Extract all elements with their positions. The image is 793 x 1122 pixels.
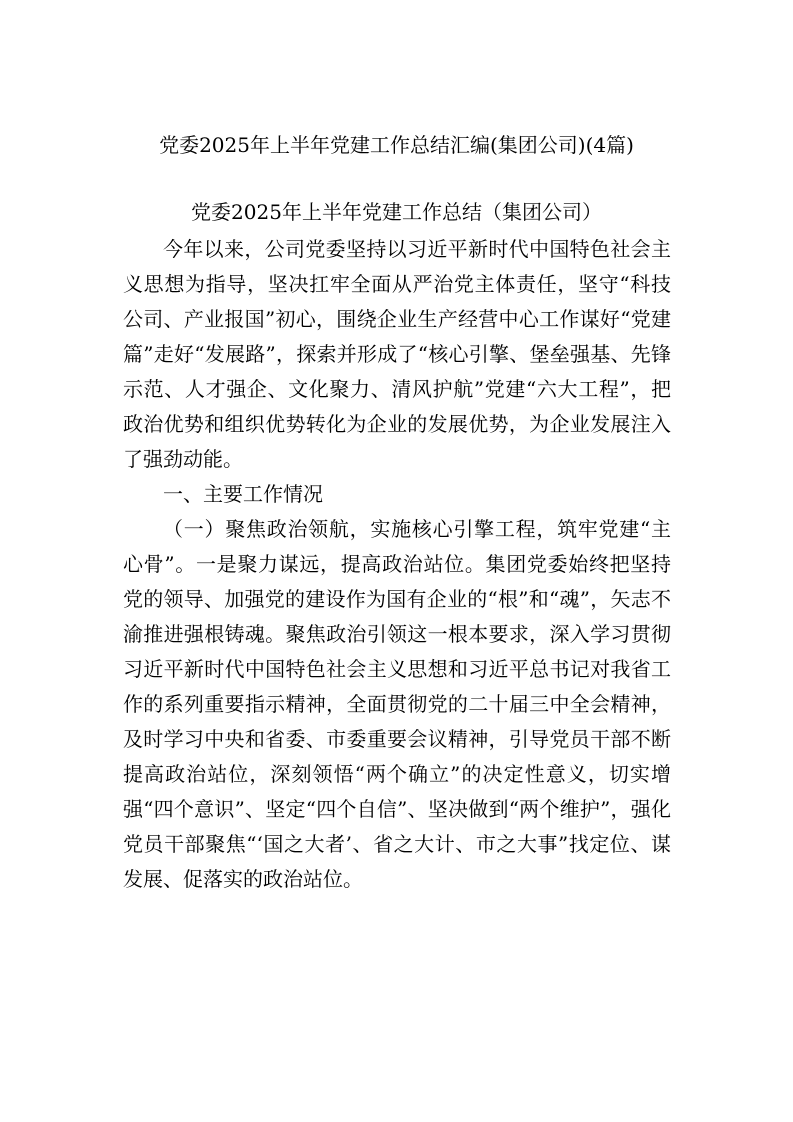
section-heading: 一、主要工作情况 bbox=[163, 482, 323, 506]
body-paragraph: （一）聚焦政治领航，实施核心引擎工程，筑牢党建“主心骨”。一是聚力谋远，提高政治站位。集团党委始终把坚持党的领导、加强党的建设作为国有企业的“根”和“魂”，矢志不渝推进强根铸魂。聚焦政治引领这一根本要求，深入学习贯彻习近平新时代中国特色社会主义思想和习近平总书记对我省工作的系列重要指示精神，全面贯彻党的二十届三中全会精神，及时学习中央和省委、市委重要会议精神，引导党员干部不断提高政治站位，深刻领悟“两个确立”的决定性意义，切实增强“四个意识”、坚定“四个自信”、坚决做到“两个维护”，强化党员干部聚焦“‘国之大者’、省之大计、市之大事”找定位、谋发展、促落实的政治站位。 bbox=[123, 517, 671, 891]
document-title: 党委2025年上半年党建工作总结汇编(集团公司)(4篇) bbox=[159, 133, 634, 157]
section-title: 党委2025年上半年党建工作总结（集团公司） bbox=[191, 200, 602, 224]
intro-paragraph: 今年以来，公司党委坚持以习近平新时代中国特色社会主义思想为指导，坚决扛牢全面从严治党主体责任，坚守“科技公司、产业报国”初心，围绕企业生产经营中心工作谋好“党建篇”走好“发展路”，探索并形成了“核心引擎、堡垒强基、先锋示范、人才强企、文化聚力、清风护航”党建“六大工程”，把政治优势和组织优势转化为企业的发展优势，为企业发展注入了强劲动能。 bbox=[123, 237, 671, 471]
document-body bbox=[123, 232, 671, 897]
